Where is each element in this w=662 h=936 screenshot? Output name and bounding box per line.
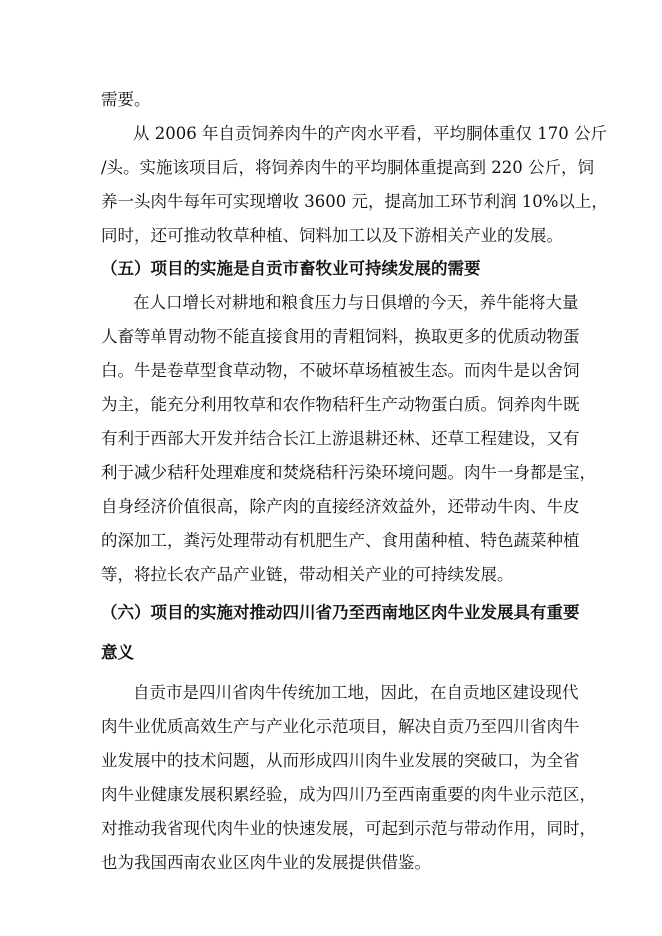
paragraph-line: 人畜等单胃动物不能直接食用的青粗饲料，换取更多的优质动物蛋 <box>101 327 580 346</box>
paragraph-line: 需要。 <box>101 90 151 109</box>
paragraph-line: 养一头肉牛每年可实现增收 3600 元，提高加工环节利润 10%以上， <box>101 192 608 211</box>
paragraph-line: 利于减少秸秆处理难度和焚烧秸秆污染环境问题。肉牛一身都是宝， <box>101 463 596 482</box>
paragraph-line: 等，将拉长农产品产业链，带动相关产业的可持续发展。 <box>101 565 514 584</box>
section-heading-5: （五）项目的实施是自贡市畜牧业可持续发展的需要 <box>101 259 481 278</box>
paragraph-line: 肉牛业健康发展积累经验，成为四川乃至西南重要的肉牛业示范区， <box>101 785 596 804</box>
paragraph-line: 在人口增长对耕地和粮食压力与日俱增的今天，养牛能将大量 <box>133 293 579 312</box>
paragraph-line: 自身经济价值很高，除产肉的直接经济效益外，还带动牛肉、牛皮 <box>101 497 580 516</box>
paragraph-line: 白。牛是卷草型食草动物，不破坏草场植被生态。而肉牛是以舍饲 <box>101 361 580 380</box>
section-heading-6-continued: 意义 <box>101 643 134 662</box>
paragraph-line: 从 2006 年自贡饲养肉牛的产肉水平看，平均胴体重仅 170 公斤 <box>133 124 607 143</box>
paragraph-line: 的深加工，粪污处理带动有机肥生产、食用菌种植、特色蔬菜种植 <box>101 531 580 550</box>
paragraph-line: 有利于西部大开发并结合长江上游退耕还林、还草工程建设，又有 <box>101 429 580 448</box>
section-heading-6: （六）项目的实施对推动四川省乃至西南地区肉牛业发展具有重要 <box>101 603 580 622</box>
paragraph-line: 业发展中的技术问题，从而形成四川肉牛业发展的突破口，为全省 <box>101 751 580 770</box>
paragraph-line: 肉牛业优质高效生产与产业化示范项目，解决自贡乃至四川省肉牛 <box>101 717 580 736</box>
paragraph-line: 对推动我省现代肉牛业的快速发展，可起到示范与带动作用，同时， <box>101 819 596 838</box>
paragraph-line: 为主，能充分利用牧草和农作物秸秆生产动物蛋白质。饲养肉牛既 <box>101 395 580 414</box>
paragraph-line: /头。实施该项目后，将饲养肉牛的平均胴体重提高到 220 公斤，饲 <box>101 158 595 177</box>
paragraph-line: 也为我国西南农业区肉牛业的发展提供借鉴。 <box>101 853 431 872</box>
paragraph-line: 自贡市是四川省肉牛传统加工地，因此，在自贡地区建设现代 <box>133 683 579 702</box>
paragraph-line: 同时，还可推动牧草种植、饲料加工以及下游相关产业的发展。 <box>101 226 563 245</box>
